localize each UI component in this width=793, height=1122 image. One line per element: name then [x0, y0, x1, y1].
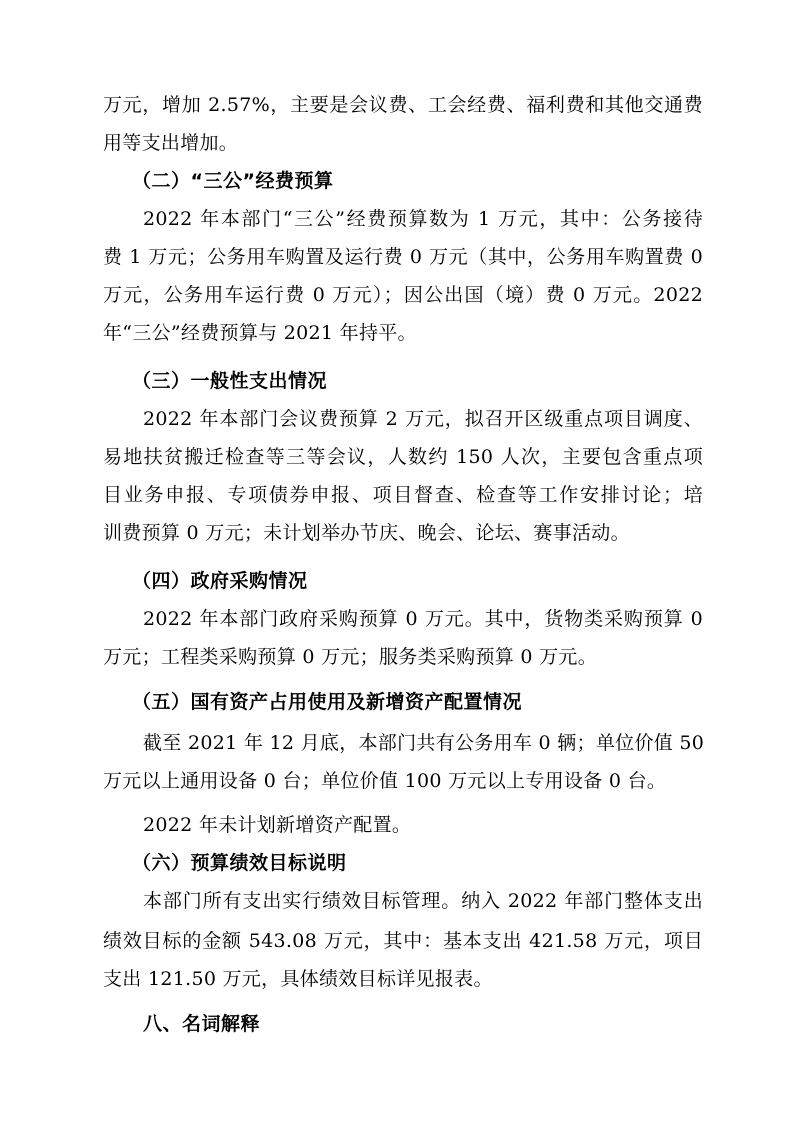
section-heading-6: （六）预算绩效目标说明: [132, 852, 347, 874]
paragraph-line: 用等支出增加。: [103, 132, 239, 154]
section-heading-3: （三）一般性支出情况: [132, 370, 328, 392]
paragraph-line: 2022 年未计划新增资产配置。: [143, 814, 412, 836]
paragraph-line: 万元；工程类采购预算 0 万元；服务类采购预算 0 万元。: [103, 646, 598, 668]
paragraph-line: 训费预算 0 万元；未计划举办节庆、晚会、论坛、赛事活动。: [103, 522, 630, 544]
paragraph-line: 2022 年本部门政府采购预算 0 万元。其中，货物类采购预算 0: [143, 608, 703, 630]
paragraph-line: 2022 年本部门会议费预算 2 万元，拟召开区级重点项目调度、: [143, 408, 703, 430]
paragraph-line: 本部门所有支出实行绩效目标管理。纳入 2022 年部门整体支出: [143, 890, 703, 912]
paragraph-line: 年“三公”经费预算与 2021 年持平。: [103, 322, 417, 344]
paragraph-line: 绩效目标的金额 543.08 万元，其中：基本支出 421.58 万元，项目: [103, 930, 703, 952]
paragraph-line: 2022 年本部门“三公”经费预算数为 1 万元，其中：公务接待: [143, 208, 703, 230]
section-heading-8: 八、名词解释: [143, 1013, 261, 1035]
section-heading-4: （四）政府采购情况: [132, 570, 308, 592]
paragraph-line: 截至 2021 年 12 月底，本部门共有公务用车 0 辆；单位价值 50: [143, 732, 705, 754]
paragraph-line: 易地扶贫搬迁检查等三等会议，人数约 150 人次，主要包含重点项: [103, 446, 703, 468]
paragraph-line: 万元，增加 2.57%，主要是会议费、工会经费、福利费和其他交通费: [103, 94, 703, 116]
section-heading-5: （五）国有资产占用使用及新增资产配置情况: [132, 691, 523, 713]
paragraph-line: 万元，公务用车运行费 0 万元）；因公出国（境）费 0 万元。2022: [103, 284, 703, 306]
paragraph-line: 万元以上通用设备 0 台；单位价值 100 万元以上专用设备 0 台。: [103, 770, 667, 792]
paragraph-line: 目业务申报、专项债券申报、项目督查、检查等工作安排讨论；培: [103, 484, 703, 506]
paragraph-line: 支出 121.50 万元，具体绩效目标详见报表。: [103, 968, 493, 990]
paragraph-line: 费 1 万元；公务用车购置及运行费 0 万元（其中，公务用车购置费 0: [103, 246, 703, 268]
section-heading-2: （二）“三公”经费预算: [132, 170, 334, 192]
